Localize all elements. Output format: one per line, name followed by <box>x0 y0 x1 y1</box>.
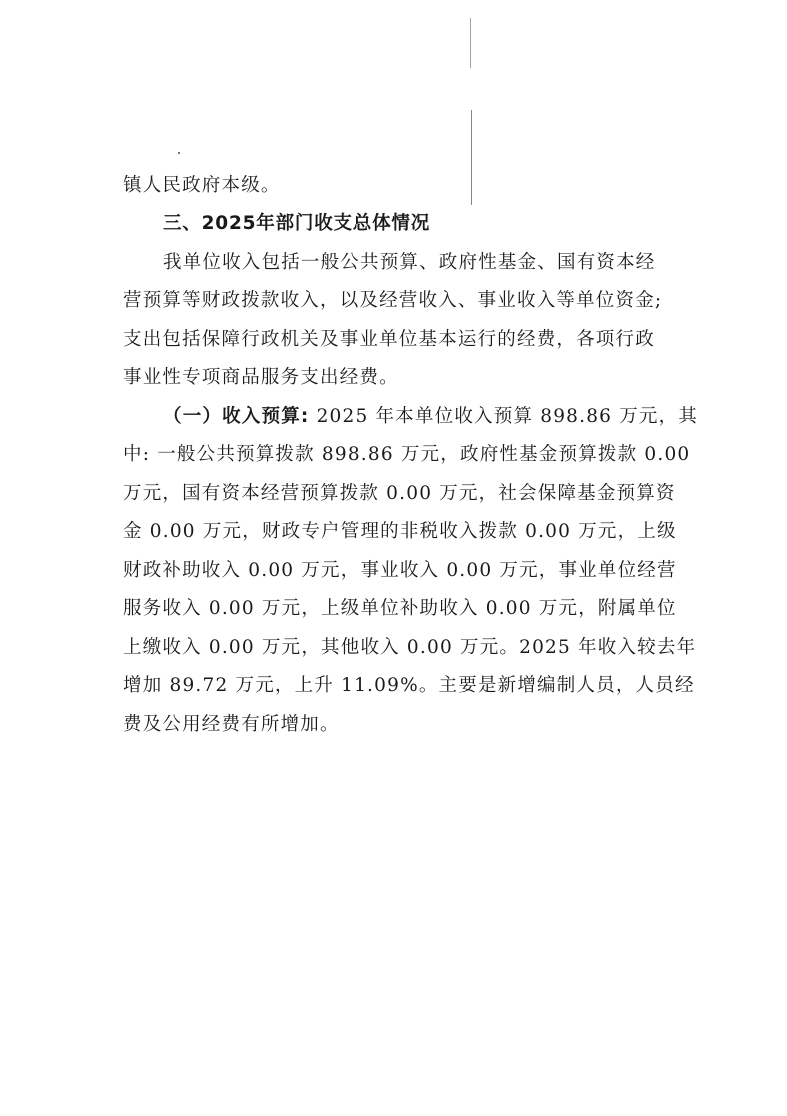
scan-artifact-dot <box>178 152 180 154</box>
paragraph-line: 我单位收入包括一般公共预算、政府性基金、国有资本经 <box>163 252 656 273</box>
paragraph-line: 万元，国有资本经营预算拨款 0.00 万元，社会保障基金预算资 <box>123 483 676 504</box>
paragraph-line: 中: 一般公共预算拨款 898.86 万元，政府性基金预算拨款 0.00 <box>123 444 691 465</box>
paragraph-line: 镇人民政府本级。 <box>123 175 281 196</box>
paragraph-line: 金 0.00 万元，财政专户管理的非税收入拨款 0.00 万元，上级 <box>123 521 677 542</box>
scan-artifact-line <box>471 110 472 205</box>
paragraph-line: 费及公用经费有所增加。 <box>123 714 340 735</box>
income-budget-lead: （一）收入预算: <box>163 406 310 427</box>
paragraph-line: 财政补助收入 0.00 万元，事业收入 0.00 万元，事业单位经营 <box>123 560 677 581</box>
section-heading: 三、2025年部门收支总体情况 <box>163 213 430 234</box>
paragraph-line: 上缴收入 0.00 万元，其他收入 0.00 万元。2025 年收入较去年 <box>123 637 697 658</box>
paragraph-line: 增加 89.72 万元，上升 11.09%。主要是新增编制人员，人员经 <box>123 675 695 696</box>
paragraph-line: 支出包括保障行政机关及事业单位基本运行的经费，各项行政 <box>123 329 655 350</box>
paragraph-line: 事业性专项商品服务支出经费。 <box>123 367 399 388</box>
scan-artifact-line <box>470 18 471 68</box>
income-budget-first-line <box>163 407 698 427</box>
paragraph-line: 营预算等财政拨款收入，以及经营收入、事业收入等单位资金; <box>123 290 663 311</box>
income-budget-text: 2025 年本单位收入预算 898.86 万元，其 <box>309 406 699 427</box>
paragraph-line: 服务收入 0.00 万元，上级单位补助收入 0.00 万元，附属单位 <box>123 598 677 619</box>
